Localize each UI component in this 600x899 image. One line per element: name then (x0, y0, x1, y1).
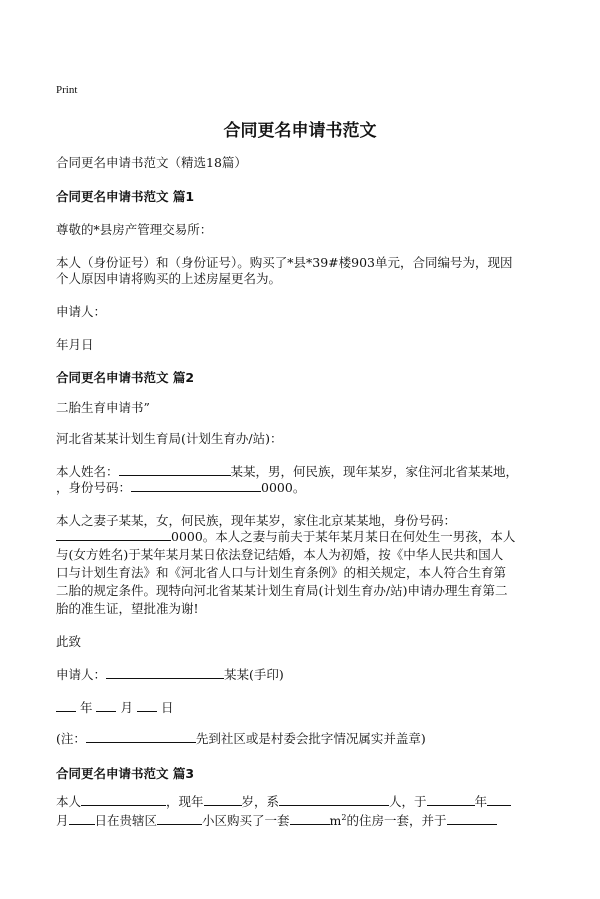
s3-district-blank (157, 810, 202, 825)
s3-text-h: 小区购买了一套 (202, 813, 290, 829)
month-blank (96, 697, 116, 712)
s3-text-a: 本人 (56, 794, 82, 809)
id-blank (131, 477, 261, 492)
section-2-line-5: 与(女方姓名)于某年某月某日依法登记结婚，本人为初婚，按《中华人民共和国人 (56, 547, 504, 562)
wife-id-blank (56, 526, 171, 541)
s3-text-f: 月 (56, 813, 69, 829)
s3-date-blank (447, 810, 497, 825)
id-suffix: 0000。 (261, 480, 306, 495)
section-2-line-7: 二胎的规定条件。现特向河北省某某计划生育局(计划生育办/站)申请办理生育第二 (56, 583, 508, 598)
section-2-line-2 (56, 477, 546, 498)
section-1-date: 年月日 (56, 337, 94, 352)
s3-trailing-blank (487, 791, 511, 806)
section-1-applicant: 申请人： (56, 304, 107, 319)
section-3-line-2 (56, 807, 546, 831)
line-4-text: 0000。本人之妻与前夫于某年某月某日在何处生一男孩，本人 (171, 529, 516, 544)
note-prefix: (注： (56, 731, 86, 746)
applicant-label: 申请人： (56, 667, 107, 682)
section-1-heading: 合同更名申请书范文 篇1 (56, 189, 195, 204)
day-label: 日 (160, 700, 174, 715)
section-1-greeting: 尊敬的*县房产管理交易所： (56, 222, 213, 237)
s3-month-blank (69, 810, 95, 825)
subtitle: 合同更名申请书范文（精选18篇） (56, 155, 247, 170)
year-blank (56, 697, 76, 712)
name-label: 本人姓名： (56, 464, 119, 479)
s3-text-i: 的住房一套，并于 (346, 813, 447, 829)
document-title: 合同更名申请书范文 (223, 121, 377, 141)
s3-unit: m (329, 813, 342, 829)
applicant-suffix: 某某(手印) (224, 667, 284, 682)
section-2-salutation: 此致 (56, 634, 82, 649)
s3-origin-blank (279, 791, 389, 806)
section-2-line-6: 口与计划生育法》和《河北省人口与计划生育条例》的相关规定，本人符合生育第 (56, 565, 507, 580)
id-label: ，身份号码： (56, 480, 132, 495)
s3-age-blank (204, 791, 242, 806)
section-2-recipient: 河北省某某计划生育局(计划生育办/站)： (56, 431, 283, 446)
name-blank (119, 461, 231, 476)
note-suffix: 先到社区或是村委会批字情况属实并盖章) (195, 731, 426, 746)
s3-text-d: 人，于 (389, 794, 427, 809)
s3-unit-sup: 2 (341, 813, 347, 822)
section-2-doc-name: 二胎生育申请书” (56, 400, 150, 415)
s3-text-g: 日在贵辖区 (94, 813, 158, 829)
section-2-line-8: 胎的准生证，望批准为谢! (56, 601, 199, 616)
s3-text-e: 年 (474, 794, 488, 809)
section-2-note (56, 728, 546, 749)
day-blank (137, 697, 157, 712)
section-1-body-line-2: 个人原因申请将购买的上述房屋更名为。 (56, 271, 282, 286)
section-2-heading: 合同更名申请书范文 篇2 (56, 370, 195, 385)
section-1-body-line-1: 本人（身份证号）和（身份证号）。购买了*县*39#楼903单元，合同编号为，现因 (56, 255, 513, 270)
month-label: 月 (120, 700, 133, 715)
s3-area-blank (290, 810, 330, 825)
section-3-heading: 合同更名申请书范文 篇3 (56, 766, 195, 781)
line-1-text: 某某，男，何民族，现年某岁，家住河北省某某地， (230, 464, 519, 479)
s3-text-b: ，现年 (166, 794, 204, 809)
s3-year-blank (427, 791, 475, 806)
note-blank (86, 728, 196, 743)
section-2-applicant-line (56, 664, 546, 685)
s3-text-c: 岁，系 (241, 794, 280, 809)
s3-name-blank (81, 791, 166, 806)
section-2-date-line (56, 697, 546, 718)
year-label: 年 (79, 700, 93, 715)
applicant-blank (106, 664, 224, 679)
print-link[interactable]: Print (56, 84, 78, 96)
section-2-line-3: 本人之妻子某某，女，何民族，现年某岁，家住北京某某地，身份号码： (56, 513, 457, 528)
